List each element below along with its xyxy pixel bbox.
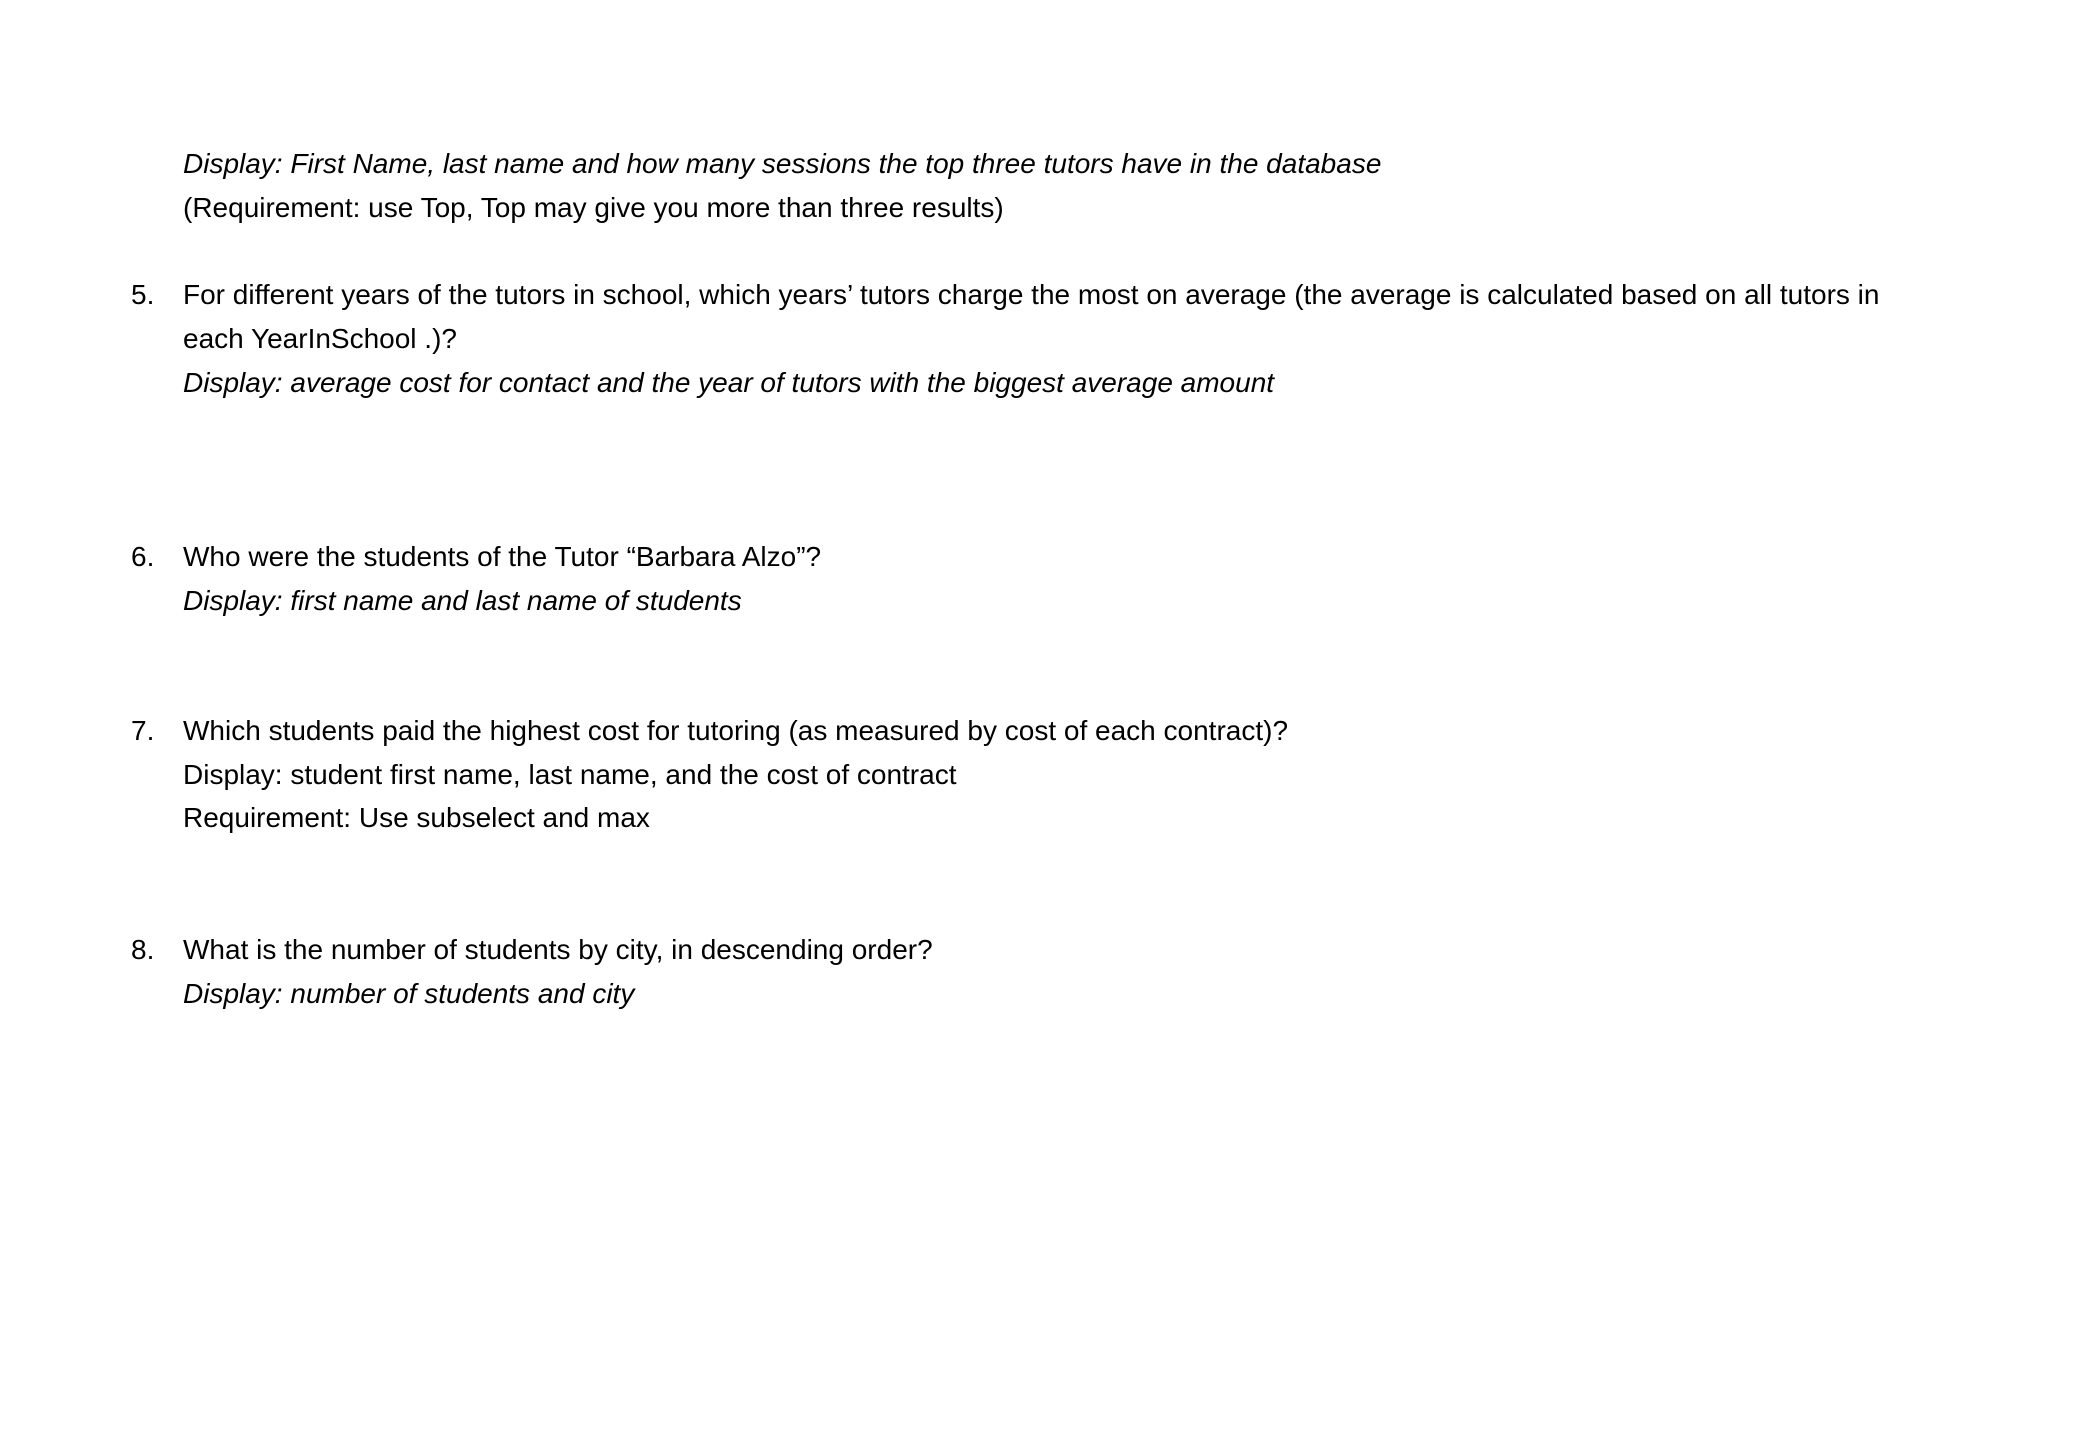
intro-requirement-text: (Requirement: use Top, Top may give you more than three results) xyxy=(183,192,1004,223)
question-display-text: Display: first name and last name of students xyxy=(183,585,742,616)
question-number: 6. xyxy=(131,541,155,572)
question-text-line: Who were the students of the Tutor “Barbara Alzo”? xyxy=(183,541,822,572)
question-display-text: Display: number of students and city xyxy=(183,978,635,1009)
question-text-line: For different years of the tutors in school, which years’ tutors charge the most on average (the average is calculated based on all tutors in xyxy=(183,279,1880,310)
question-display-text: Display: average cost for contact and the year of tutors with the biggest average amount xyxy=(183,367,1275,398)
question-text-line: Which students paid the highest cost for tutoring (as measured by cost of each contract)? xyxy=(183,715,1289,746)
intro-display-text: Display: First Name, last name and how many sessions the top three tutors have in the database xyxy=(183,148,1382,179)
question-number: 7. xyxy=(131,715,155,746)
question-requirement-text: Requirement: Use subselect and max xyxy=(183,802,650,833)
question-number: 5. xyxy=(131,279,155,310)
question-text-line: each YearInSchool .)? xyxy=(183,323,457,354)
question-text-line: What is the number of students by city, in descending order? xyxy=(183,934,933,965)
question-number: 8. xyxy=(131,934,155,965)
question-display-text: Display: student first name, last name, and the cost of contract xyxy=(183,759,957,790)
